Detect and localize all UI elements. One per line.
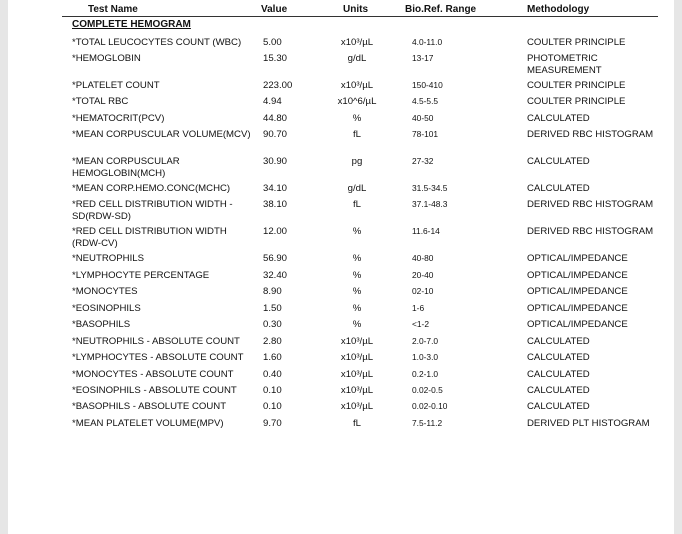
reference-range-cell: 150-410 <box>412 80 443 90</box>
methodology-cell: OPTICAL/IMPEDANCE <box>527 303 628 314</box>
reference-range-cell: 0.02-0.5 <box>412 385 443 395</box>
header-methodology: Methodology <box>527 4 590 15</box>
methodology-cell: CALCULATED <box>527 369 590 380</box>
test-name-cell: *MONOCYTES - ABSOLUTE COUNT <box>72 369 234 380</box>
methodology-cell: COULTER PRINCIPLE <box>527 37 626 48</box>
test-name-cell: *MEAN CORPUSCULAR VOLUME(MCV) <box>72 129 251 140</box>
test-name-cell: *MONOCYTES <box>72 286 138 297</box>
methodology-cell: OPTICAL/IMPEDANCE <box>527 286 628 297</box>
value-cell: 1.60 <box>263 352 282 363</box>
methodology-cell: CALCULATED <box>527 352 590 363</box>
test-name-cell: *RED CELL DISTRIBUTION WIDTH (RDW-CV) <box>72 226 227 249</box>
reference-range-cell: 2.0-7.0 <box>412 336 439 346</box>
methodology-cell: OPTICAL/IMPEDANCE <box>527 270 628 281</box>
unit-cell: x10³/µL <box>340 385 374 396</box>
unit-cell: fL <box>352 199 361 210</box>
methodology-cell: DERIVED RBC HISTOGRAM <box>527 129 654 140</box>
unit-cell: % <box>352 270 362 281</box>
section-title: COMPLETE HEMOGRAM <box>72 19 191 30</box>
unit-cell: fL <box>352 129 361 140</box>
reference-range-cell: 7.5-11.2 <box>412 418 443 428</box>
value-cell: 1.50 <box>263 303 282 314</box>
reference-range-cell: 31.5-34.5 <box>412 183 448 193</box>
test-name-cell: *HEMOGLOBIN <box>72 53 141 64</box>
value-cell: 44.80 <box>263 113 288 124</box>
methodology-cell: OPTICAL/IMPEDANCE <box>527 319 628 330</box>
value-cell: 8.90 <box>263 286 282 297</box>
methodology-cell: PHOTOMETRIC MEASUREMENT <box>527 53 602 76</box>
methodology-cell: DERIVED PLT HISTOGRAM <box>527 418 650 429</box>
test-name-cell: *PLATELET COUNT <box>72 80 160 91</box>
methodology-cell: CALCULATED <box>527 336 590 347</box>
methodology-cell: CALCULATED <box>527 113 590 124</box>
value-cell: 0.10 <box>263 401 282 412</box>
value-cell: 38.10 <box>263 199 288 210</box>
value-cell: 34.10 <box>263 183 288 194</box>
header-value: Value <box>261 4 288 15</box>
value-cell: 4.94 <box>263 96 282 107</box>
methodology-cell: COULTER PRINCIPLE <box>527 96 626 107</box>
unit-cell: % <box>352 113 362 124</box>
value-cell: 30.90 <box>263 156 288 167</box>
methodology-cell: CALCULATED <box>527 183 590 194</box>
unit-cell: x10³/µL <box>340 37 374 48</box>
test-name-cell: *EOSINOPHILS <box>72 303 141 314</box>
header-test-name: Test Name <box>88 4 138 15</box>
unit-cell: x10³/µL <box>340 80 374 91</box>
unit-cell: % <box>352 319 362 330</box>
test-name-cell: *NEUTROPHILS - ABSOLUTE COUNT <box>72 336 240 347</box>
test-name-cell: *HEMATOCRIT(PCV) <box>72 113 165 124</box>
methodology-cell: OPTICAL/IMPEDANCE <box>527 253 628 264</box>
unit-cell: x10³/µL <box>340 401 374 412</box>
reference-range-cell: <1-2 <box>412 319 429 329</box>
reference-range-cell: 37.1-48.3 <box>412 199 448 209</box>
value-cell: 5.00 <box>263 37 282 48</box>
value-cell: 2.80 <box>263 336 282 347</box>
value-cell: 90.70 <box>263 129 288 140</box>
reference-range-cell: 1.0-3.0 <box>412 352 439 362</box>
test-name-cell: *TOTAL RBC <box>72 96 129 107</box>
unit-cell: g/dL <box>347 53 367 64</box>
reference-range-cell: 78-101 <box>412 129 439 139</box>
reference-range-cell: 0.02-0.10 <box>412 401 448 411</box>
value-cell: 15.30 <box>263 53 288 64</box>
reference-range-cell: 02-10 <box>412 286 434 296</box>
test-name-cell: *NEUTROPHILS <box>72 253 144 264</box>
unit-cell: % <box>352 303 362 314</box>
reference-range-cell: 40-50 <box>412 113 434 123</box>
reference-range-cell: 0.2-1.0 <box>412 369 439 379</box>
unit-cell: pg <box>351 156 363 167</box>
test-name-cell: *MEAN CORP.HEMO.CONC(MCHC) <box>72 183 231 194</box>
reference-range-cell: 4.0-11.0 <box>412 37 443 47</box>
test-name-cell: *BASOPHILS <box>72 319 131 330</box>
test-name-cell: *TOTAL LEUCOCYTES COUNT (WBC) <box>72 37 242 48</box>
value-cell: 0.30 <box>263 319 282 330</box>
value-cell: 0.40 <box>263 369 282 380</box>
methodology-cell: DERIVED RBC HISTOGRAM <box>527 199 654 210</box>
value-cell: 0.10 <box>263 385 282 396</box>
test-name-cell: *BASOPHILS - ABSOLUTE COUNT <box>72 401 227 412</box>
methodology-cell: CALCULATED <box>527 156 590 167</box>
unit-cell: fL <box>352 418 361 429</box>
reference-range-cell: 11.6-14 <box>412 226 440 236</box>
reference-range-cell: 20-40 <box>412 270 434 280</box>
header-units: Units <box>343 4 368 15</box>
test-name-cell: *MEAN CORPUSCULAR HEMOGLOBIN(MCH) <box>72 156 180 179</box>
test-name-cell: *LYMPHOCYTES - ABSOLUTE COUNT <box>72 352 244 363</box>
unit-cell: % <box>352 226 362 237</box>
reference-range-cell: 1-6 <box>412 303 425 313</box>
test-name-cell: *EOSINOPHILS - ABSOLUTE COUNT <box>72 385 237 396</box>
unit-cell: x10³/µL <box>340 369 374 380</box>
reference-range-cell: 4.5-5.5 <box>412 96 439 106</box>
methodology-cell: CALCULATED <box>527 385 590 396</box>
unit-cell: x10³/µL <box>340 352 374 363</box>
value-cell: 223.00 <box>263 80 293 91</box>
value-cell: 32.40 <box>263 270 288 281</box>
unit-cell: g/dL <box>347 183 367 194</box>
value-cell: 56.90 <box>263 253 288 264</box>
reference-range-cell: 40-80 <box>412 253 434 263</box>
unit-cell: x10³/µL <box>340 336 374 347</box>
test-name-cell: *LYMPHOCYTE PERCENTAGE <box>72 270 210 281</box>
methodology-cell: COULTER PRINCIPLE <box>527 80 626 91</box>
header-divider <box>62 16 658 17</box>
methodology-cell: CALCULATED <box>527 401 590 412</box>
unit-cell: % <box>352 286 362 297</box>
reference-range-cell: 13-17 <box>412 53 434 63</box>
methodology-cell: DERIVED RBC HISTOGRAM <box>527 226 654 237</box>
unit-cell: % <box>352 253 362 264</box>
value-cell: 12.00 <box>263 226 288 237</box>
reference-range-cell: 27-32 <box>412 156 434 166</box>
header-range: Bio.Ref. Range <box>405 4 477 15</box>
test-name-cell: *MEAN PLATELET VOLUME(MPV) <box>72 418 224 429</box>
test-name-cell: *RED CELL DISTRIBUTION WIDTH - SD(RDW-SD) <box>72 199 233 222</box>
value-cell: 9.70 <box>263 418 282 429</box>
unit-cell: x10^6/µL <box>337 96 377 107</box>
